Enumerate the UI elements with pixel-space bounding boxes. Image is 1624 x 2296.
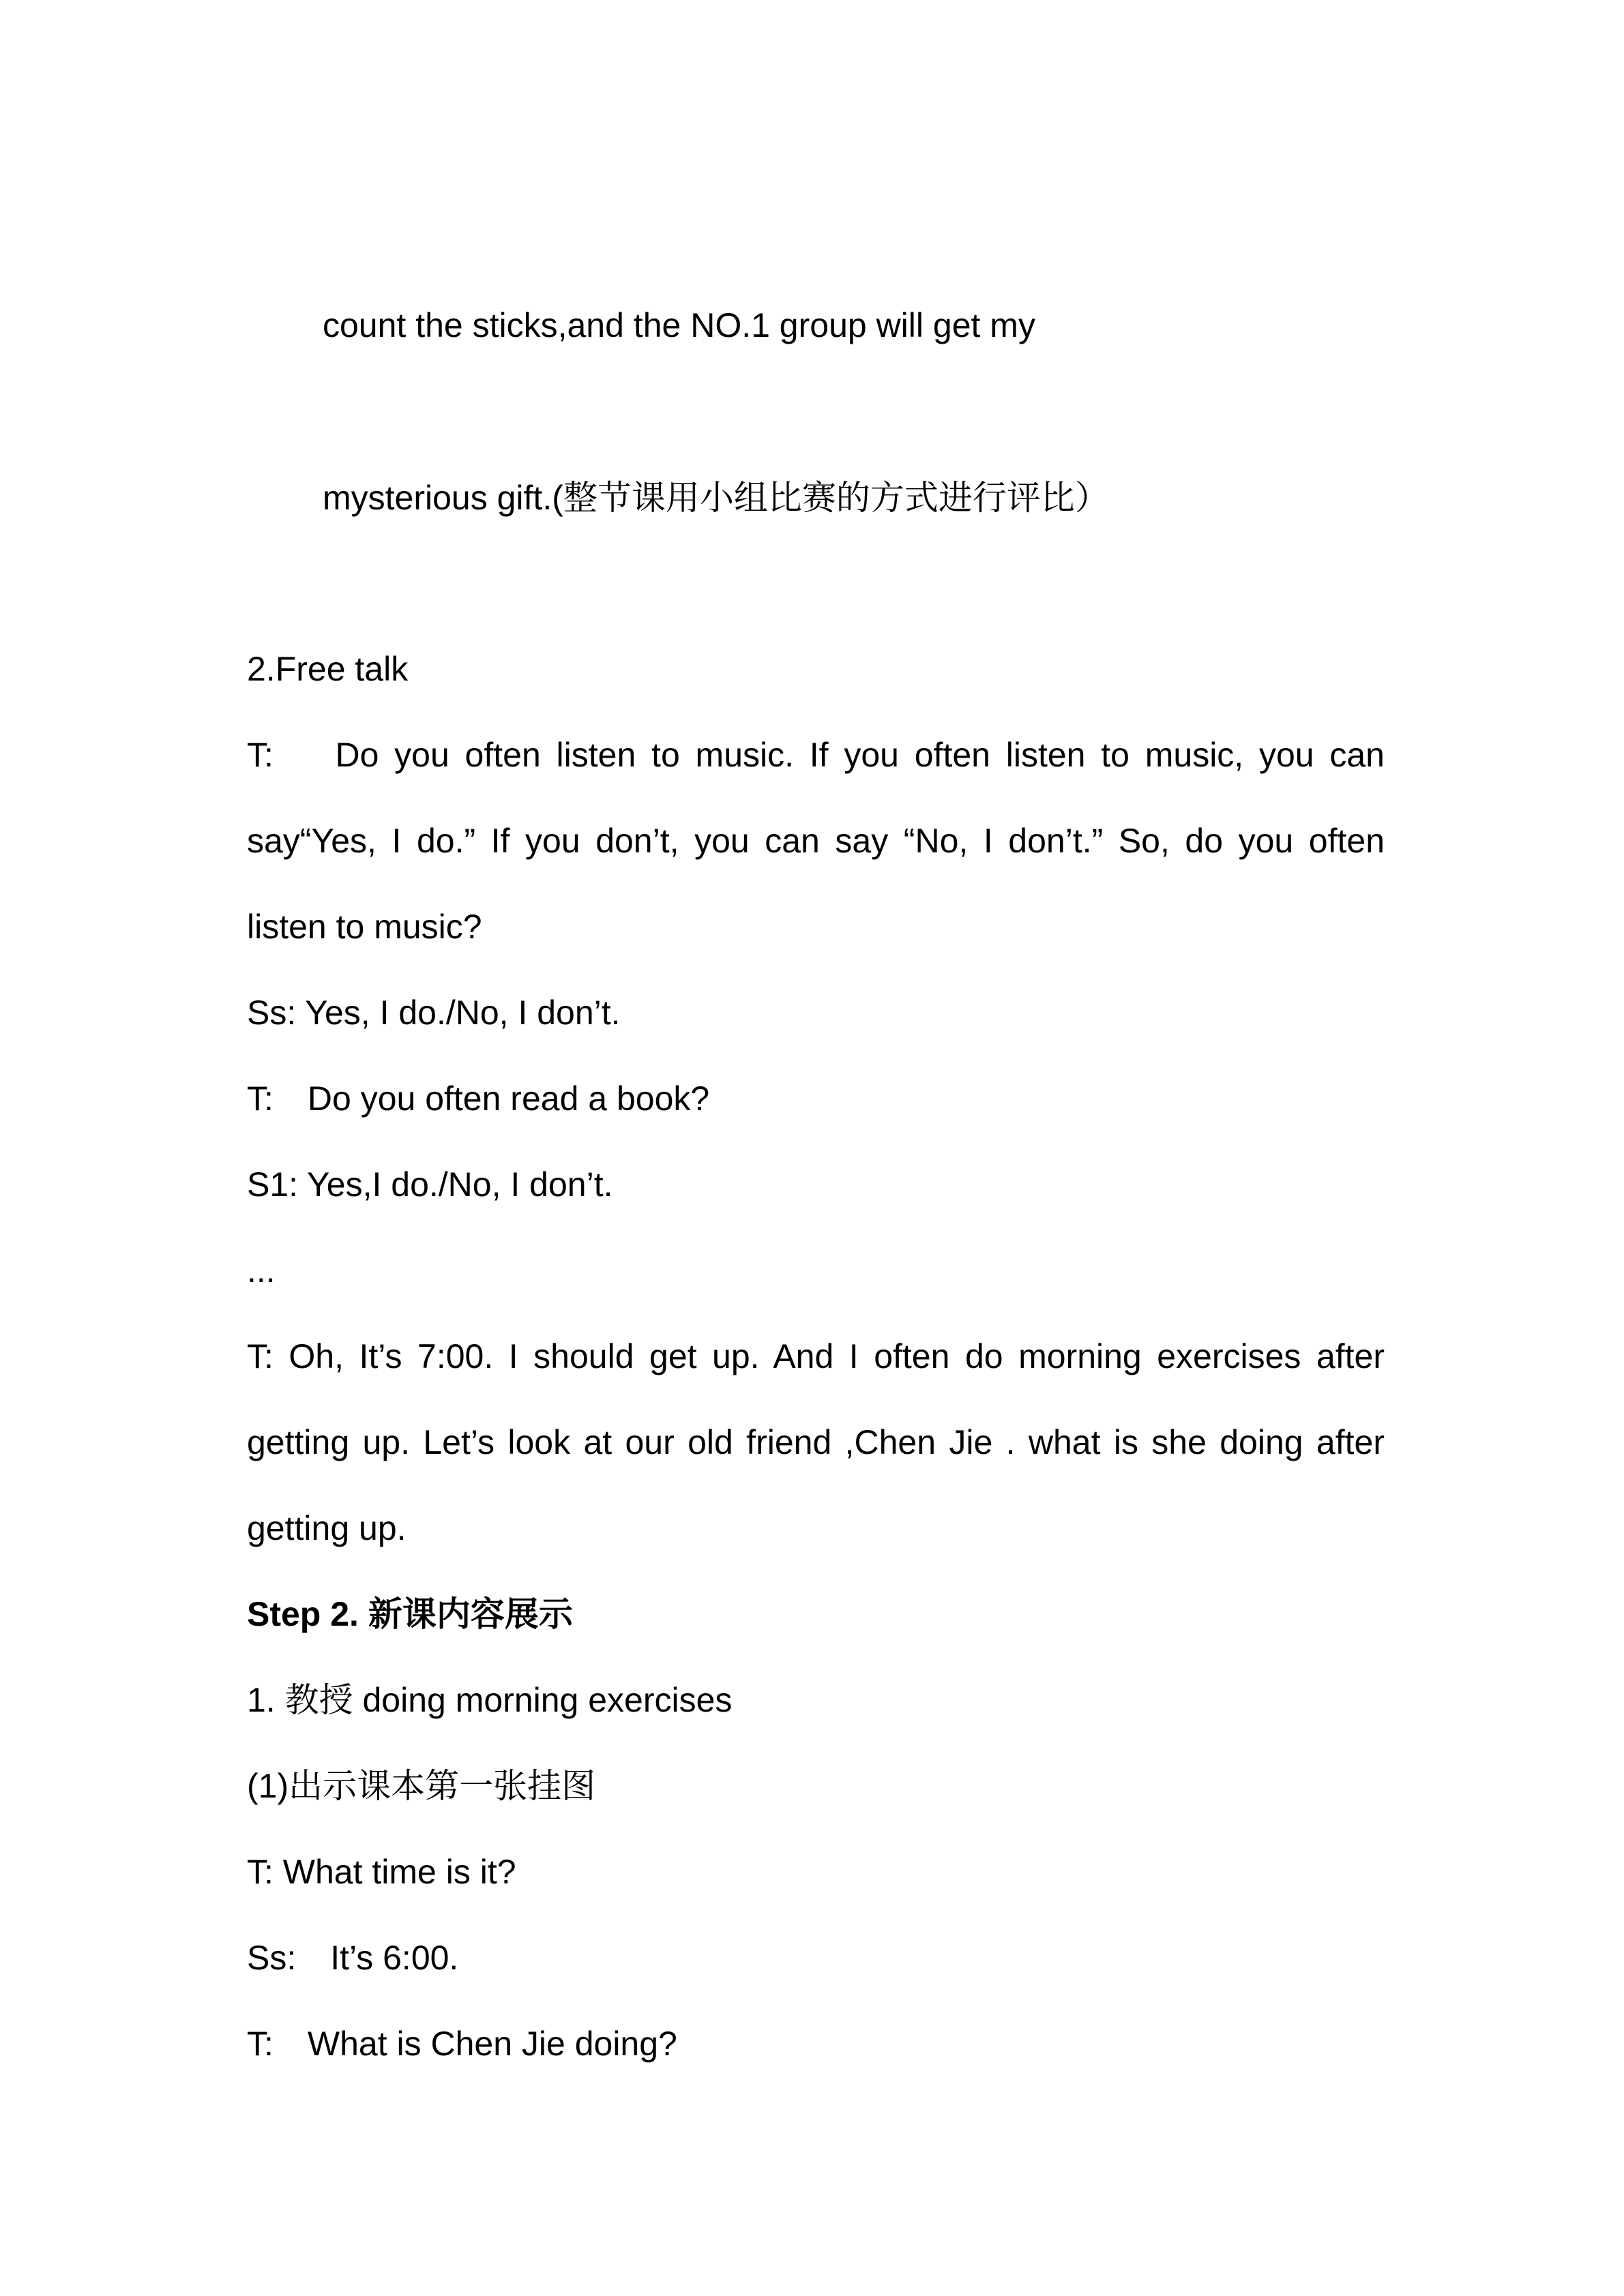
- text-line-16: (1)出示课本第一张挂图: [247, 1767, 596, 1805]
- text-line-17: T: What time is it?: [247, 1853, 516, 1891]
- text-line-10: ...: [247, 1251, 276, 1289]
- text-line-5: say“Yes, I do.” If you don’t, you can say “No, I don’t.” So, do you often: [247, 822, 1385, 860]
- text-line-6: listen to music?: [247, 908, 482, 946]
- text-line-8: T: Do you often read a book?: [247, 1079, 710, 1118]
- text-line-18: Ss: It’s 6:00.: [247, 1939, 459, 1977]
- text-line-7: Ss: Yes, I do./No, I don’t.: [247, 994, 621, 1032]
- text-line-4: T: Do you often listen to music. If you often listen to music, you can: [247, 736, 1385, 774]
- text-line-19: T: What is Chen Jie doing?: [247, 2025, 677, 2063]
- step-2-heading: Step 2. 新课内容展示: [247, 1595, 573, 1633]
- text-line-11: T: Oh, It’s 7:00. I should get up. And I often do morning exercises after: [247, 1337, 1385, 1375]
- text-line-15: 1. 教授 doing morning exercises: [247, 1681, 733, 1719]
- text-line-12: getting up. Let’s look at our old friend ,Chen Jie . what is she doing after: [247, 1423, 1385, 1461]
- section-heading-free-talk: 2.Free talk: [247, 650, 409, 688]
- text-line-2: mysterious gift.(整节课用小组比赛的方式进行评比）: [323, 479, 1109, 517]
- text-line-9: S1: Yes,I do./No, I don’t.: [247, 1165, 613, 1204]
- text-line-13: getting up.: [247, 1509, 407, 1547]
- text-line-1: count the sticks,and the NO.1 group will get my: [323, 306, 1035, 344]
